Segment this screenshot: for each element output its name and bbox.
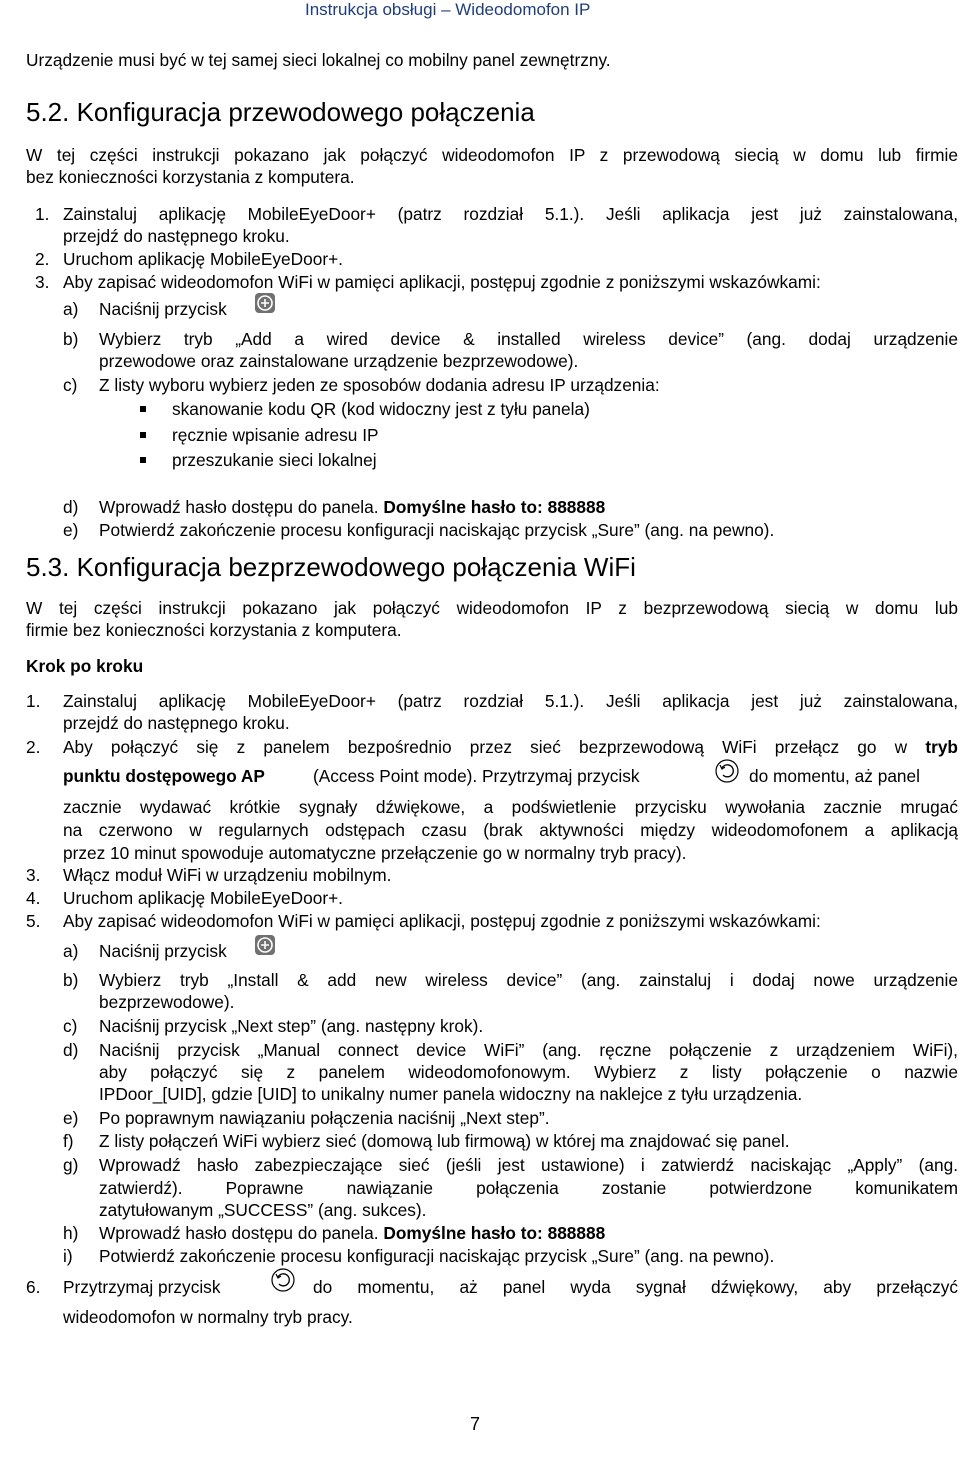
- s53-step5-number: 5.: [26, 911, 41, 931]
- s52-c-label: c): [63, 375, 78, 395]
- s52-c-text: Z listy wyboru wybierz jeden ze sposobów dodania adresu IP urządzenia:: [99, 375, 660, 395]
- s52-a-text: Naciśnij przycisk: [99, 299, 227, 319]
- s53-f-text: Z listy połączeń WiFi wybierz sieć (domową lub firmową) w której ma znajdować się panel.: [99, 1131, 790, 1151]
- s53-c-label: c): [63, 1016, 78, 1036]
- s53-step2-line3: zacznie wydawać krótkie sygnały dźwiękowe, a podświetlenie przycisku wywołania zacznie mrugać: [63, 797, 958, 817]
- s53-step2-line2-bold: [63, 765, 265, 787]
- s53-h-text: Wprowadź hasło dostępu do panela.: [99, 1223, 379, 1243]
- s53-step2-line1-text: Aby połączyć się z panelem bezpośrednio przez sieć bezprzewodową WiFi przełącz go w: [63, 737, 908, 757]
- s53-step1-line1: Zainstaluj aplikację MobileEyeDoor+ (patrz rozdział 5.1.). Jeśli aplikacja jest już zainstalowana,: [63, 691, 958, 711]
- s53-step2-line1-bold: tryb: [925, 737, 958, 757]
- ap-mode-label: punktu dostępowego AP: [63, 766, 265, 786]
- s53-step3-text: Włącz moduł WiFi w urządzeniu mobilnym.: [63, 865, 392, 885]
- s52-b-label: b): [63, 329, 79, 349]
- s53-a-label: a): [63, 941, 79, 961]
- s53-step4-number: 4.: [26, 888, 41, 908]
- s53-i-text: Potwierdź zakończenie procesu konfiguracji naciskając przycisk „Sure” (ang. na pewno).: [99, 1246, 775, 1266]
- s53-step6-number: 6.: [26, 1277, 41, 1297]
- s53-e-text: Po poprawnym nawiązaniu połączenia naciśnij „Next step”.: [99, 1108, 550, 1128]
- s53-step2-line2-mid: (Access Point mode). Przytrzymaj przycisk: [313, 766, 640, 786]
- s53-b-line2: bezprzewodowe).: [99, 992, 235, 1012]
- bullet: [140, 432, 146, 438]
- s52-step1-number: 1.: [35, 204, 50, 224]
- s53-step2-line2-post: do momentu, aż panel: [749, 766, 920, 786]
- s52-paragraph-line2: bez konieczności korzystania z komputera.: [26, 167, 355, 187]
- s53-d-line1: Naciśnij przycisk „Manual connect device WiFi” (ang. ręczne połączenie z urządzeniem WiFi),: [99, 1040, 958, 1060]
- bullet: [140, 457, 146, 463]
- s53-b-line1: Wybierz tryb „Install & add new wireless device” (ang. zainstaluj i dodaj nowe urządzenie: [99, 970, 958, 990]
- s52-paragraph-line1: W tej części instrukcji pokazano jak połączyć wideodomofon IP z przewodową siecią w domu lub firmie: [26, 145, 958, 165]
- s53-h-label: h): [63, 1223, 79, 1243]
- s53-step2-number: 2.: [26, 737, 41, 757]
- s52-a-label: a): [63, 299, 79, 319]
- option-item: ręcznie wpisanie adresu IP: [172, 425, 379, 445]
- s53-f-label: f): [63, 1131, 74, 1151]
- s53-g-line3: zatytułowanym „SUCCESS” (ang. sukces).: [99, 1200, 427, 1220]
- hold-button-icon: [270, 1267, 296, 1293]
- s52-step2-text: Uruchom aplikację MobileEyeDoor+.: [63, 249, 343, 269]
- s53-e-label: e): [63, 1108, 79, 1128]
- s53-step1-line2: przejdź do następnego kroku.: [63, 713, 290, 733]
- s53-step2-line4: na czerwono w regularnych odstępach czasu (brak aktywności między wideodomofonem a aplikacją: [63, 820, 958, 840]
- s53-b-label: b): [63, 970, 79, 990]
- option-item: przeszukanie sieci lokalnej: [172, 450, 377, 470]
- s53-d-label: d): [63, 1040, 79, 1060]
- s53-g-label: g): [63, 1155, 79, 1175]
- s53-a-text: Naciśnij przycisk: [99, 941, 227, 961]
- hold-button-icon: [714, 758, 740, 784]
- running-header: Instrukcja obsługi – Wideodomofon IP: [305, 0, 591, 19]
- s53-step4-text: Uruchom aplikację MobileEyeDoor+.: [63, 888, 343, 908]
- s53-step6-post: do momentu, aż panel wyda sygnał dźwiękowy, aby przełączyć: [313, 1277, 958, 1297]
- s52-step3-text: Aby zapisać wideodomofon WiFi w pamięci aplikacji, postępuj zgodnie z poniższymi wskazówkami:: [63, 272, 821, 292]
- s52-step2-number: 2.: [35, 249, 50, 269]
- s53-step6-line2: wideodomofon w normalny tryb pracy.: [63, 1307, 353, 1327]
- s53-h-line: [99, 1222, 605, 1244]
- s53-step5-text: Aby zapisać wideodomofon WiFi w pamięci aplikacji, postępuj zgodnie z poniższymi wskazówkami:: [63, 911, 821, 931]
- section-5-3-heading: 5.3. Konfiguracja bezprzewodowego połączenia WiFi: [26, 552, 636, 582]
- s52-e-label: e): [63, 520, 79, 540]
- s53-step3-number: 3.: [26, 865, 41, 885]
- s53-i-label: i): [63, 1246, 73, 1266]
- intro-text: Urządzenie musi być w tej samej sieci lokalnej co mobilny panel zewnętrzny.: [26, 50, 611, 70]
- s53-d-line2: aby połączyć się z panelem wideodomofonowym. Wybierz z listy połączenie o nazwie: [99, 1062, 958, 1082]
- s52-d-label: d): [63, 497, 79, 517]
- s52-step1-line2: przejdź do następnego kroku.: [63, 226, 290, 246]
- s53-step2-line1: [63, 736, 958, 758]
- s53-paragraph-line1: W tej części instrukcji pokazano jak połączyć wideodomofon IP z bezprzewodową siecią w domu lub: [26, 598, 958, 618]
- s52-e-text: Potwierdź zakończenie procesu konfiguracji naciskając przycisk „Sure” (ang. na pewno).: [99, 520, 775, 540]
- s52-b-line2: przewodowe oraz zainstalowane urządzenie bezprzewodowe).: [99, 351, 579, 371]
- s53-c-text: Naciśnij przycisk „Next step” (ang. następny krok).: [99, 1016, 484, 1036]
- s53-g-line1: Wprowadź hasło zabezpieczające sieć (jeśli jest ustawione) i zatwierdź naciskając „Apply” (ang.: [99, 1155, 958, 1175]
- s52-d-password: Domyślne hasło to: 888888: [383, 497, 606, 517]
- s53-step1-number: 1.: [26, 691, 41, 711]
- s53-h-password: Domyślne hasło to: 888888: [383, 1223, 606, 1243]
- add-plus-icon: [255, 935, 275, 955]
- s53-subheading: Krok po kroku: [26, 656, 144, 676]
- s52-b-line1: Wybierz tryb „Add a wired device & installed wireless device” (ang. dodaj urządzenie: [99, 329, 958, 349]
- s52-step1-line1: Zainstaluj aplikację MobileEyeDoor+ (patrz rozdział 5.1.). Jeśli aplikacja jest już zainstalowana,: [63, 204, 958, 224]
- bullet: [140, 406, 146, 412]
- s53-g-line2: zatwierdź). Poprawne nawiązanie połączenia zostanie potwierdzone komunikatem: [99, 1178, 958, 1198]
- s53-paragraph-line2: firmie bez konieczności korzystania z komputera.: [26, 620, 402, 640]
- s53-step2-line5: przez 10 minut spowoduje automatyczne przełączenie go w normalny tryb pracy).: [63, 843, 687, 863]
- section-5-2-heading: 5.2. Konfiguracja przewodowego połączenia: [26, 97, 535, 127]
- s53-step6-pre: Przytrzymaj przycisk: [63, 1277, 221, 1297]
- option-item: skanowanie kodu QR (kod widoczny jest z tyłu panela): [172, 399, 590, 419]
- s52-d-line: [99, 496, 605, 518]
- s52-d-text: Wprowadź hasło dostępu do panela.: [99, 497, 379, 517]
- s53-d-line3: IPDoor_[UID], gdzie [UID] to unikalny numer panela widoczny na naklejce z tyłu urządzenia.: [99, 1084, 803, 1104]
- page-number: 7: [470, 1414, 481, 1434]
- add-plus-icon: [255, 293, 275, 313]
- s52-step3-number: 3.: [35, 272, 50, 292]
